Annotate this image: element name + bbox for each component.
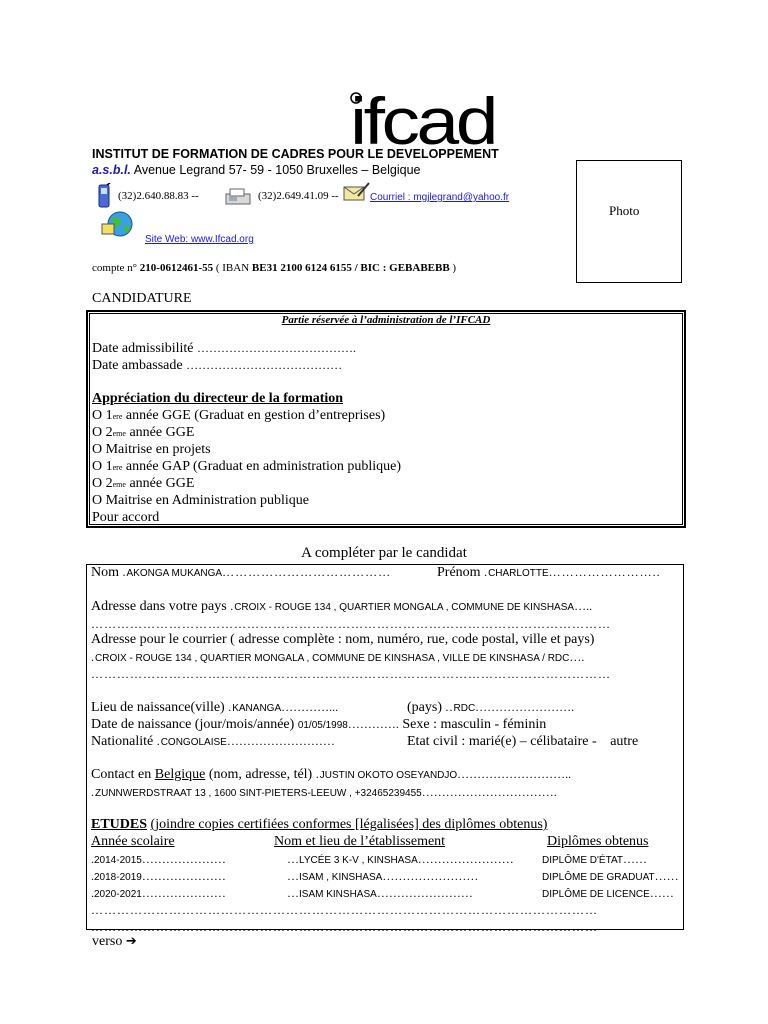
option-ordinal: eme	[112, 480, 126, 489]
appreciation-heading: Appréciation du directeur de la formation	[92, 391, 344, 406]
option-prefix: O 1	[92, 459, 113, 474]
fax-number: (32)2.649.41.09 --	[258, 190, 339, 202]
photo-box	[576, 160, 682, 283]
option-prefix: O 1	[92, 408, 113, 423]
etudes-empty-row-2: ………………………………………………………………………………………………………	[91, 920, 598, 934]
date-ambassade-dots: …………………………………	[186, 358, 343, 372]
date-ambassade-row	[92, 358, 342, 374]
lieu-label: Lieu de naissance(ville)	[91, 700, 225, 715]
adresse-pays-value[interactable]: CROIX - ROUGE 134 , QUARTIER MONGALA , COMMUNE DE KINSHASA	[234, 602, 575, 613]
date-admissibilite-dots: ………………………………….	[196, 341, 356, 355]
mail-icon	[342, 182, 370, 202]
account-number: 210-0612461-55	[139, 262, 214, 274]
option-ordinal: ere	[112, 412, 123, 421]
pour-accord: Pour accord	[92, 510, 160, 525]
admin-option[interactable]	[92, 459, 401, 475]
sexe-label[interactable]: Sexe : masculin - féminin	[402, 717, 547, 732]
option-text: année GGE (Graduat en gestion d’entreprises)	[122, 408, 386, 423]
date-admissibilite-label: Date admissibilité	[92, 341, 194, 356]
pays-value[interactable]: RDC	[453, 703, 476, 714]
option-prefix: O 2	[92, 425, 113, 440]
nom-value[interactable]: AKONGA MUKANGA	[126, 568, 223, 579]
website-link[interactable]: Site Web: www.Ifcad.org	[145, 234, 254, 245]
contact-label-c: (nom, adresse, tél)	[208, 767, 313, 782]
account-line	[92, 262, 456, 274]
bic-value: GEBABEBB	[389, 262, 450, 274]
col-school-header: Nom et lieu de l’établissement	[274, 834, 446, 849]
option-prefix: O 2	[92, 476, 113, 491]
asbl-label: a.s.b.l.	[92, 163, 131, 177]
admin-option[interactable]	[92, 425, 194, 441]
etude-school-value[interactable]: ISAM KINSHASA	[299, 889, 377, 900]
contact-name-value[interactable]: JUSTIN OKOTO OSEYANDJO	[319, 770, 458, 781]
arrow-right-icon: ➔	[125, 934, 137, 949]
adresse-courrier-dotline: …………………………………………………………………………………………………………	[91, 667, 611, 681]
globe-icon	[100, 210, 138, 240]
etude-school-cell: …LYCÉE 3 K-V , KINSHASA……………………	[287, 852, 514, 866]
option-prefix: O Maitrise en Administration publique	[92, 493, 309, 508]
photo-label: Photo	[609, 203, 640, 218]
institute-address-line	[92, 163, 420, 177]
etude-diploma-cell: DIPLÔME D'ÉTAT……	[542, 852, 647, 866]
option-text: année GGE	[125, 476, 195, 491]
admin-option[interactable]	[92, 493, 309, 509]
etudes-empty-row-1: ………………………………………………………………………………………………………	[91, 903, 598, 917]
option-ordinal: ere	[112, 463, 123, 472]
date-naissance-value[interactable]: 01/05/1998	[297, 720, 348, 731]
etude-school-value[interactable]: ISAM , KINSHASA	[299, 872, 383, 883]
date-admissibilite-row	[92, 341, 356, 357]
etude-diploma-cell: DIPLÔME DE GRADUAT……	[542, 869, 679, 883]
etudes-heading-row	[91, 817, 547, 833]
bic-label: / BIC :	[354, 262, 387, 274]
admin-option[interactable]	[92, 408, 385, 424]
lieu-row: Lieu de naissance(ville) .KANANGA…………...	[91, 700, 339, 715]
etude-diploma-value[interactable]: DIPLÔME DE LICENCE	[542, 889, 650, 900]
option-ordinal: eme	[112, 429, 126, 438]
candidature-title: CANDIDATURE	[92, 291, 192, 306]
etude-school-value[interactable]: LYCÉE 3 K-V , KINSHASA	[299, 855, 418, 866]
nationalite-label: Nationalité	[91, 734, 154, 749]
etudes-subtitle: (joindre copies certifiées conformes [légalisées] des diplômes obtenus)	[150, 817, 548, 832]
adresse-pays-row: Adresse dans votre pays .CROIX - ROUGE 134 , QUARTIER MONGALA , COMMUNE DE KINSHASA…..	[91, 599, 593, 614]
iban-value: BE31 2100 6124 6155	[251, 262, 352, 274]
admin-section	[86, 310, 686, 528]
etude-school-cell: …ISAM , KINSHASA……………………	[287, 869, 479, 883]
etude-diploma-cell: DIPLÔME DE LICENCE……	[542, 886, 674, 900]
date-ambassade-label: Date ambassade	[92, 358, 183, 373]
etude-diploma-value[interactable]: DIPLÔME DE GRADUAT	[542, 872, 655, 883]
date-naissance-row: Date de naissance (jour/mois/année) 01/05/1998…………. Sexe : masculin - féminin	[91, 717, 547, 732]
pays-row: (pays) ..RDC…………………….	[407, 700, 575, 715]
phone-number: (32)2.640.88.83 --	[118, 190, 199, 202]
date-naissance-label: Date de naissance (jour/mois/année)	[91, 717, 295, 732]
etude-diploma-value[interactable]: DIPLÔME D'ÉTAT	[542, 855, 623, 866]
prenom-label: Prénom	[437, 565, 481, 580]
email-link[interactable]: Courriel : mgjlegrand@yahoo.fr	[370, 192, 510, 203]
verso-label[interactable]	[92, 934, 137, 950]
adresse-courrier-label: Adresse pour le courrier ( adresse complète : nom, numéro, rue, code postal, ville et pays)	[91, 632, 595, 647]
etat-civil-label[interactable]: Etat civil : marié(e) – célibataire -	[407, 734, 597, 749]
option-text: année GGE	[125, 425, 195, 440]
adresse-courrier-value[interactable]: CROIX - ROUGE 134 , QUARTIER MONGALA , COMMUNE DE KINSHASA , VILLE DE KINSHASA / RDC	[95, 653, 570, 664]
adresse-pays-label: Adresse dans votre pays	[91, 599, 227, 614]
etude-school-cell: …ISAM KINSHASA……………………	[287, 886, 473, 900]
admin-option[interactable]	[92, 442, 211, 458]
account-prefix: compte n°	[92, 262, 138, 274]
nationalite-row: Nationalité .CONGOLAISE………………………	[91, 734, 335, 749]
etude-year-cell: .2020-2021…………………	[91, 886, 226, 900]
candidate-section-title: A compléter par le candidat	[301, 545, 467, 561]
etude-year-value[interactable]: 2014-2015	[94, 855, 142, 866]
pays-label: (pays)	[407, 700, 442, 715]
etudes-title: ETUDES	[91, 817, 148, 832]
etude-year-cell: .2018-2019…………………	[91, 869, 226, 883]
bic-close: )	[452, 262, 457, 274]
etude-year-value[interactable]: 2018-2019	[94, 872, 142, 883]
candidate-section	[86, 564, 684, 934]
etude-year-value[interactable]: 2020-2021	[94, 889, 142, 900]
etat-civil-autre[interactable]: autre	[610, 734, 639, 749]
option-text: année GAP (Graduat en administration publique)	[122, 459, 402, 474]
col-diploma-header: Diplômes obtenus	[547, 834, 649, 849]
contact-label-b: Belgique	[154, 767, 206, 782]
nationalite-value[interactable]: CONGOLAISE	[160, 737, 227, 748]
address-text: Avenue Legrand 57- 59 - 1050 Bruxelles – Belgique	[133, 163, 421, 177]
svg-text:ifcad: ifcad	[350, 84, 495, 150]
contact-address-row: .ZUNNWERDSTRAAT 13 , 1600 SINT-PIETERS-LEEUW , +32465239455…………………………….	[91, 785, 557, 799]
option-prefix: O Maitrise en projets	[92, 442, 211, 457]
col-year-header: Année scolaire	[91, 834, 175, 849]
contact-row: Contact en Belgique (nom, adresse, tél) .JUSTIN OKOTO OSEYANDJO………………………..	[91, 767, 572, 782]
nom-label: Nom	[91, 565, 119, 580]
adresse-courrier-row: .CROIX - ROUGE 134 , QUARTIER MONGALA , COMMUNE DE KINSHASA , VILLE DE KINSHASA / RDC….	[91, 650, 585, 664]
adresse-pays-dotline: …………………………………………………………………………………………………………	[91, 617, 611, 631]
ifcad-logo	[350, 84, 500, 150]
fax-icon	[225, 188, 251, 206]
institute-name: INSTITUT DE FORMATION DE CADRES POUR LE DEVELOPPEMENT	[92, 147, 499, 161]
ifcad-logo-graphic	[350, 84, 500, 150]
iban-label: ( IBAN	[215, 262, 250, 274]
prenom-value[interactable]: CHARLOTTE	[488, 568, 549, 579]
etat-civil-row	[407, 734, 638, 750]
nom-row: Nom .AKONGA MUKANGA…………………………………	[91, 565, 392, 580]
phone-icon	[94, 183, 114, 209]
verso-text: verso	[92, 934, 123, 949]
prenom-row: Prénom .CHARLOTTE……………………..	[437, 565, 661, 580]
admin-option[interactable]	[92, 476, 194, 492]
contact-address-value[interactable]: ZUNNWERDSTRAAT 13 , 1600 SINT-PIETERS-LEEUW , +32465239455	[95, 788, 422, 799]
contact-label-a: Contact en	[91, 767, 152, 782]
lieu-value[interactable]: KANANGA	[232, 703, 282, 714]
etude-year-cell: .2014-2015…………………	[91, 852, 226, 866]
admin-title: Partie réservée à l’administration de l’IFCAD	[281, 314, 491, 326]
